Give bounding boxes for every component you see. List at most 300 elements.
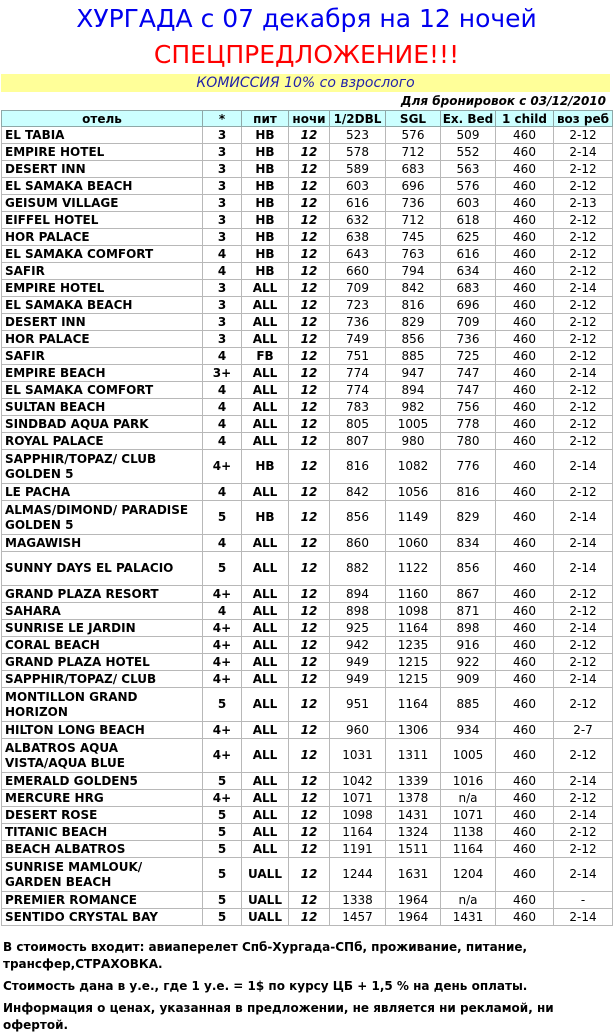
cell-extra-bed: 1204 [441,858,496,892]
cell-nights: 12 [289,671,330,688]
cell-child: 460 [496,280,554,297]
cell-hotel: MERCURE HRG [2,790,203,807]
cell-hotel: SAHARA [2,603,203,620]
cell-extra-bed: 747 [441,365,496,382]
cell-nights: 12 [289,909,330,926]
cell-half-dbl: 578 [330,144,386,161]
cell-child-age: 2-12 [554,739,613,773]
cell-extra-bed: 776 [441,450,496,484]
cell-child: 460 [496,450,554,484]
cell-child-age: 2-12 [554,484,613,501]
cell-meal: HB [242,263,289,280]
cell-extra-bed: 725 [441,348,496,365]
cell-extra-bed: 867 [441,586,496,603]
cell-sgl: 947 [386,365,441,382]
cell-sgl: 696 [386,178,441,195]
cell-half-dbl: 774 [330,365,386,382]
cell-nights: 12 [289,620,330,637]
table-row [2,535,613,552]
cell-hotel: ALBATROS AQUA VISTA/AQUA BLUE [2,739,203,773]
cell-hotel: SUNRISE LE JARDIN [2,620,203,637]
cell-hotel: EMERALD GOLDEN5 [2,773,203,790]
cell-child: 460 [496,671,554,688]
table-row [2,892,613,909]
cell-child: 460 [496,773,554,790]
cell-hotel: PREMIER ROMANCE [2,892,203,909]
cell-hotel: LE PACHA [2,484,203,501]
cell-half-dbl: 1042 [330,773,386,790]
cell-nights: 12 [289,858,330,892]
cell-nights: 12 [289,144,330,161]
cell-nights: 12 [289,841,330,858]
cell-sgl: 712 [386,144,441,161]
cell-child-age: 2-12 [554,433,613,450]
table-row [2,246,613,263]
cell-half-dbl: 942 [330,637,386,654]
cell-child-age: 2-12 [554,246,613,263]
cell-stars: 4 [203,484,242,501]
cell-meal: ALL [242,841,289,858]
cell-sgl: 1098 [386,603,441,620]
cell-child-age: 2-14 [554,620,613,637]
cell-meal: ALL [242,722,289,739]
table-row [2,416,613,433]
cell-hotel: DESERT INN [2,161,203,178]
cell-stars: 4+ [203,586,242,603]
cell-extra-bed: 898 [441,620,496,637]
table-row [2,790,613,807]
cell-sgl: 1235 [386,637,441,654]
cell-meal: ALL [242,382,289,399]
table-row [2,212,613,229]
cell-hotel: SULTAN BEACH [2,399,203,416]
cell-stars: 3 [203,178,242,195]
cell-extra-bed: 683 [441,280,496,297]
cell-child: 460 [496,858,554,892]
cell-half-dbl: 749 [330,331,386,348]
cell-child-age: 2-14 [554,552,613,586]
cell-stars: 4 [203,535,242,552]
cell-half-dbl: 894 [330,586,386,603]
cell-nights: 12 [289,263,330,280]
cell-child: 460 [496,382,554,399]
cell-stars: 4 [203,246,242,263]
table-row [2,161,613,178]
cell-meal: HB [242,195,289,212]
cell-stars: 5 [203,552,242,586]
cell-extra-bed: 756 [441,399,496,416]
cell-child: 460 [496,212,554,229]
cell-half-dbl: 616 [330,195,386,212]
cell-hotel: HILTON LONG BEACH [2,722,203,739]
cell-child-age: 2-12 [554,314,613,331]
cell-child: 460 [496,178,554,195]
cell-hotel: CORAL BEACH [2,637,203,654]
cell-extra-bed: n/a [441,892,496,909]
cell-half-dbl: 603 [330,178,386,195]
cell-stars: 3 [203,314,242,331]
cell-child: 460 [496,246,554,263]
cell-half-dbl: 709 [330,280,386,297]
cell-extra-bed: 780 [441,433,496,450]
cell-child: 460 [496,892,554,909]
table-row [2,348,613,365]
cell-meal: HB [242,161,289,178]
cell-hotel: SINDBAD AQUA PARK [2,416,203,433]
cell-half-dbl: 882 [330,552,386,586]
cell-stars: 4+ [203,790,242,807]
cell-sgl: 1511 [386,841,441,858]
cell-sgl: 1964 [386,892,441,909]
table-row [2,484,613,501]
cell-meal: ALL [242,688,289,722]
cell-meal: ALL [242,739,289,773]
cell-extra-bed: 922 [441,654,496,671]
cell-extra-bed: 829 [441,501,496,535]
notes-section [3,939,609,1034]
cell-meal: ALL [242,331,289,348]
cell-nights: 12 [289,212,330,229]
cell-stars: 4+ [203,620,242,637]
cell-sgl: 1215 [386,654,441,671]
cell-stars: 3 [203,297,242,314]
cell-extra-bed: 871 [441,603,496,620]
cell-hotel: EL TABIA [2,127,203,144]
cell-meal: ALL [242,773,289,790]
column-header-child: 1 child [496,111,554,127]
cell-half-dbl: 638 [330,229,386,246]
cell-nights: 12 [289,535,330,552]
cell-hotel: EMPIRE HOTEL [2,144,203,161]
table-row [2,501,613,535]
cell-extra-bed: 1071 [441,807,496,824]
cell-sgl: 1056 [386,484,441,501]
cell-child: 460 [496,654,554,671]
cell-nights: 12 [289,382,330,399]
cell-extra-bed: 625 [441,229,496,246]
cell-extra-bed: 747 [441,382,496,399]
cell-child-age: 2-14 [554,144,613,161]
cell-sgl: 1311 [386,739,441,773]
cell-half-dbl: 1164 [330,824,386,841]
table-row [2,722,613,739]
cell-stars: 3 [203,331,242,348]
cell-half-dbl: 1098 [330,807,386,824]
cell-sgl: 1060 [386,535,441,552]
cell-hotel: HOR PALACE [2,229,203,246]
cell-child: 460 [496,314,554,331]
cell-nights: 12 [289,722,330,739]
cell-nights: 12 [289,654,330,671]
cell-extra-bed: 916 [441,637,496,654]
cell-child-age: 2-7 [554,722,613,739]
table-row [2,331,613,348]
cell-child-age: 2-12 [554,688,613,722]
cell-nights: 12 [289,773,330,790]
cell-stars: 5 [203,773,242,790]
cell-sgl: 1631 [386,858,441,892]
cell-sgl: 1339 [386,773,441,790]
column-header-hotel: отель [2,111,203,127]
cell-stars: 5 [203,841,242,858]
cell-stars: 4 [203,416,242,433]
cell-hotel: EL SAMAKA COMFORT [2,246,203,263]
table-row [2,178,613,195]
cell-half-dbl: 805 [330,416,386,433]
column-header-stars: * [203,111,242,127]
cell-stars: 5 [203,892,242,909]
cell-extra-bed: 816 [441,484,496,501]
cell-child-age: 2-14 [554,858,613,892]
cell-nights: 12 [289,127,330,144]
cell-sgl: 816 [386,297,441,314]
cell-extra-bed: 1016 [441,773,496,790]
cell-child-age: 2-12 [554,127,613,144]
table-body [2,127,613,926]
table-row [2,280,613,297]
cell-meal: ALL [242,399,289,416]
cell-child-age: 2-12 [554,178,613,195]
cell-child: 460 [496,586,554,603]
cell-nights: 12 [289,688,330,722]
table-row [2,433,613,450]
cell-sgl: 763 [386,246,441,263]
cell-child: 460 [496,688,554,722]
cell-hotel: GRAND PLAZA RESORT [2,586,203,603]
column-header-child-age: воз реб [554,111,613,127]
cell-nights: 12 [289,178,330,195]
cell-child-age: 2-12 [554,416,613,433]
cell-extra-bed: 736 [441,331,496,348]
cell-stars: 4+ [203,450,242,484]
table-row [2,858,613,892]
cell-hotel: EL SAMAKA COMFORT [2,382,203,399]
cell-child-age: 2-12 [554,348,613,365]
cell-extra-bed: n/a [441,790,496,807]
cell-hotel: SAPPHIR/TOPAZ/ CLUB [2,671,203,688]
cell-half-dbl: 1071 [330,790,386,807]
cell-hotel: EIFFEL HOTEL [2,212,203,229]
cell-half-dbl: 898 [330,603,386,620]
cell-half-dbl: 1457 [330,909,386,926]
cell-half-dbl: 860 [330,535,386,552]
cell-hotel: SAFIR [2,263,203,280]
cell-stars: 4 [203,399,242,416]
cell-nights: 12 [289,892,330,909]
table-row [2,841,613,858]
cell-stars: 3 [203,280,242,297]
table-row [2,620,613,637]
cell-meal: ALL [242,280,289,297]
cell-child: 460 [496,603,554,620]
column-header-nights: ночи [289,111,330,127]
cell-extra-bed: 552 [441,144,496,161]
cell-hotel: ROYAL PALACE [2,433,203,450]
cell-nights: 12 [289,552,330,586]
cell-sgl: 1160 [386,586,441,603]
table-row [2,552,613,586]
cell-meal: ALL [242,484,289,501]
cell-child-age: 2-14 [554,280,613,297]
cell-stars: 4+ [203,671,242,688]
cell-meal: ALL [242,790,289,807]
booking-date-note: Для бронировок с 03/12/2010 [400,94,606,108]
cell-sgl: 1215 [386,671,441,688]
cell-nights: 12 [289,161,330,178]
table-row [2,365,613,382]
table-row [2,144,613,161]
cell-sgl: 980 [386,433,441,450]
table-row [2,450,613,484]
cell-meal: ALL [242,552,289,586]
cell-hotel: GRAND PLAZA HOTEL [2,654,203,671]
cell-meal: ALL [242,297,289,314]
cell-extra-bed: 618 [441,212,496,229]
cell-meal: UALL [242,909,289,926]
cell-sgl: 712 [386,212,441,229]
cell-nights: 12 [289,637,330,654]
cell-sgl: 745 [386,229,441,246]
cell-half-dbl: 1338 [330,892,386,909]
cell-meal: UALL [242,892,289,909]
cell-extra-bed: 778 [441,416,496,433]
cell-sgl: 885 [386,348,441,365]
cell-child-age: 2-14 [554,501,613,535]
table-row [2,195,613,212]
cell-hotel: EL SAMAKA BEACH [2,297,203,314]
cell-hotel: GEISUM VILLAGE [2,195,203,212]
cell-child: 460 [496,739,554,773]
cell-child-age: 2-12 [554,790,613,807]
table-row [2,297,613,314]
cell-meal: FB [242,348,289,365]
cell-extra-bed: 603 [441,195,496,212]
cell-stars: 5 [203,501,242,535]
table-row [2,382,613,399]
cell-child: 460 [496,331,554,348]
cell-hotel: EMPIRE BEACH [2,365,203,382]
table-row [2,586,613,603]
cell-nights: 12 [289,501,330,535]
cell-sgl: 842 [386,280,441,297]
cell-half-dbl: 949 [330,654,386,671]
cell-half-dbl: 643 [330,246,386,263]
cell-hotel: ALMAS/DIMOND/ PARADISE GOLDEN 5 [2,501,203,535]
table-row [2,127,613,144]
cell-stars: 5 [203,909,242,926]
cell-sgl: 736 [386,195,441,212]
cell-hotel: SAPPHIR/TOPAZ/ CLUB GOLDEN 5 [2,450,203,484]
cell-nights: 12 [289,586,330,603]
cell-sgl: 1164 [386,688,441,722]
table-row [2,263,613,280]
cell-child-age: 2-13 [554,195,613,212]
cell-half-dbl: 807 [330,433,386,450]
cell-half-dbl: 949 [330,671,386,688]
cell-child: 460 [496,620,554,637]
cell-extra-bed: 509 [441,127,496,144]
cell-meal: ALL [242,586,289,603]
cell-meal: ALL [242,671,289,688]
cell-nights: 12 [289,824,330,841]
cell-half-dbl: 816 [330,450,386,484]
table-row [2,671,613,688]
cell-hotel: HOR PALACE [2,331,203,348]
cell-half-dbl: 951 [330,688,386,722]
cell-nights: 12 [289,195,330,212]
cell-meal: HB [242,229,289,246]
cell-meal: ALL [242,365,289,382]
cell-stars: 3+ [203,365,242,382]
cell-child: 460 [496,722,554,739]
cell-extra-bed: 1005 [441,739,496,773]
table-row [2,807,613,824]
cell-half-dbl: 723 [330,297,386,314]
cell-sgl: 1306 [386,722,441,739]
cell-meal: HB [242,127,289,144]
cell-half-dbl: 774 [330,382,386,399]
cell-nights: 12 [289,297,330,314]
cell-child: 460 [496,824,554,841]
cell-stars: 3 [203,229,242,246]
cell-child: 460 [496,127,554,144]
cell-nights: 12 [289,433,330,450]
cell-half-dbl: 589 [330,161,386,178]
cell-child: 460 [496,348,554,365]
cell-half-dbl: 660 [330,263,386,280]
cell-hotel: SAFIR [2,348,203,365]
cell-child: 460 [496,484,554,501]
cell-child-age: 2-14 [554,807,613,824]
cell-half-dbl: 925 [330,620,386,637]
cell-meal: ALL [242,433,289,450]
cell-child: 460 [496,297,554,314]
cell-extra-bed: 909 [441,671,496,688]
cell-half-dbl: 842 [330,484,386,501]
cell-sgl: 829 [386,314,441,331]
cell-hotel: DESERT INN [2,314,203,331]
cell-meal: ALL [242,620,289,637]
cell-extra-bed: 563 [441,161,496,178]
cell-child-age: - [554,892,613,909]
cell-child: 460 [496,433,554,450]
special-offer-heading: СПЕЦПРЕДЛОЖЕНИЕ!!! [153,40,460,69]
cell-meal: ALL [242,603,289,620]
currency-note: Стоимость дана в у.е., где 1 у.е. = 1$ по курсу ЦБ + 1,5 % на день оплаты. [3,979,528,993]
cell-meal: ALL [242,535,289,552]
cell-nights: 12 [289,416,330,433]
cell-child: 460 [496,399,554,416]
cell-extra-bed: 576 [441,178,496,195]
cell-sgl: 1082 [386,450,441,484]
cell-child: 460 [496,416,554,433]
cell-sgl: 1149 [386,501,441,535]
cell-stars: 4+ [203,739,242,773]
cell-hotel: EMPIRE HOTEL [2,280,203,297]
cell-child: 460 [496,365,554,382]
cell-stars: 5 [203,824,242,841]
column-header-half-dbl: 1/2DBL [330,111,386,127]
cell-nights: 12 [289,450,330,484]
cell-sgl: 683 [386,161,441,178]
cell-stars: 4+ [203,722,242,739]
cell-nights: 12 [289,280,330,297]
cell-extra-bed: 934 [441,722,496,739]
cell-stars: 3 [203,195,242,212]
table-row [2,909,613,926]
cell-nights: 12 [289,603,330,620]
cell-meal: UALL [242,858,289,892]
